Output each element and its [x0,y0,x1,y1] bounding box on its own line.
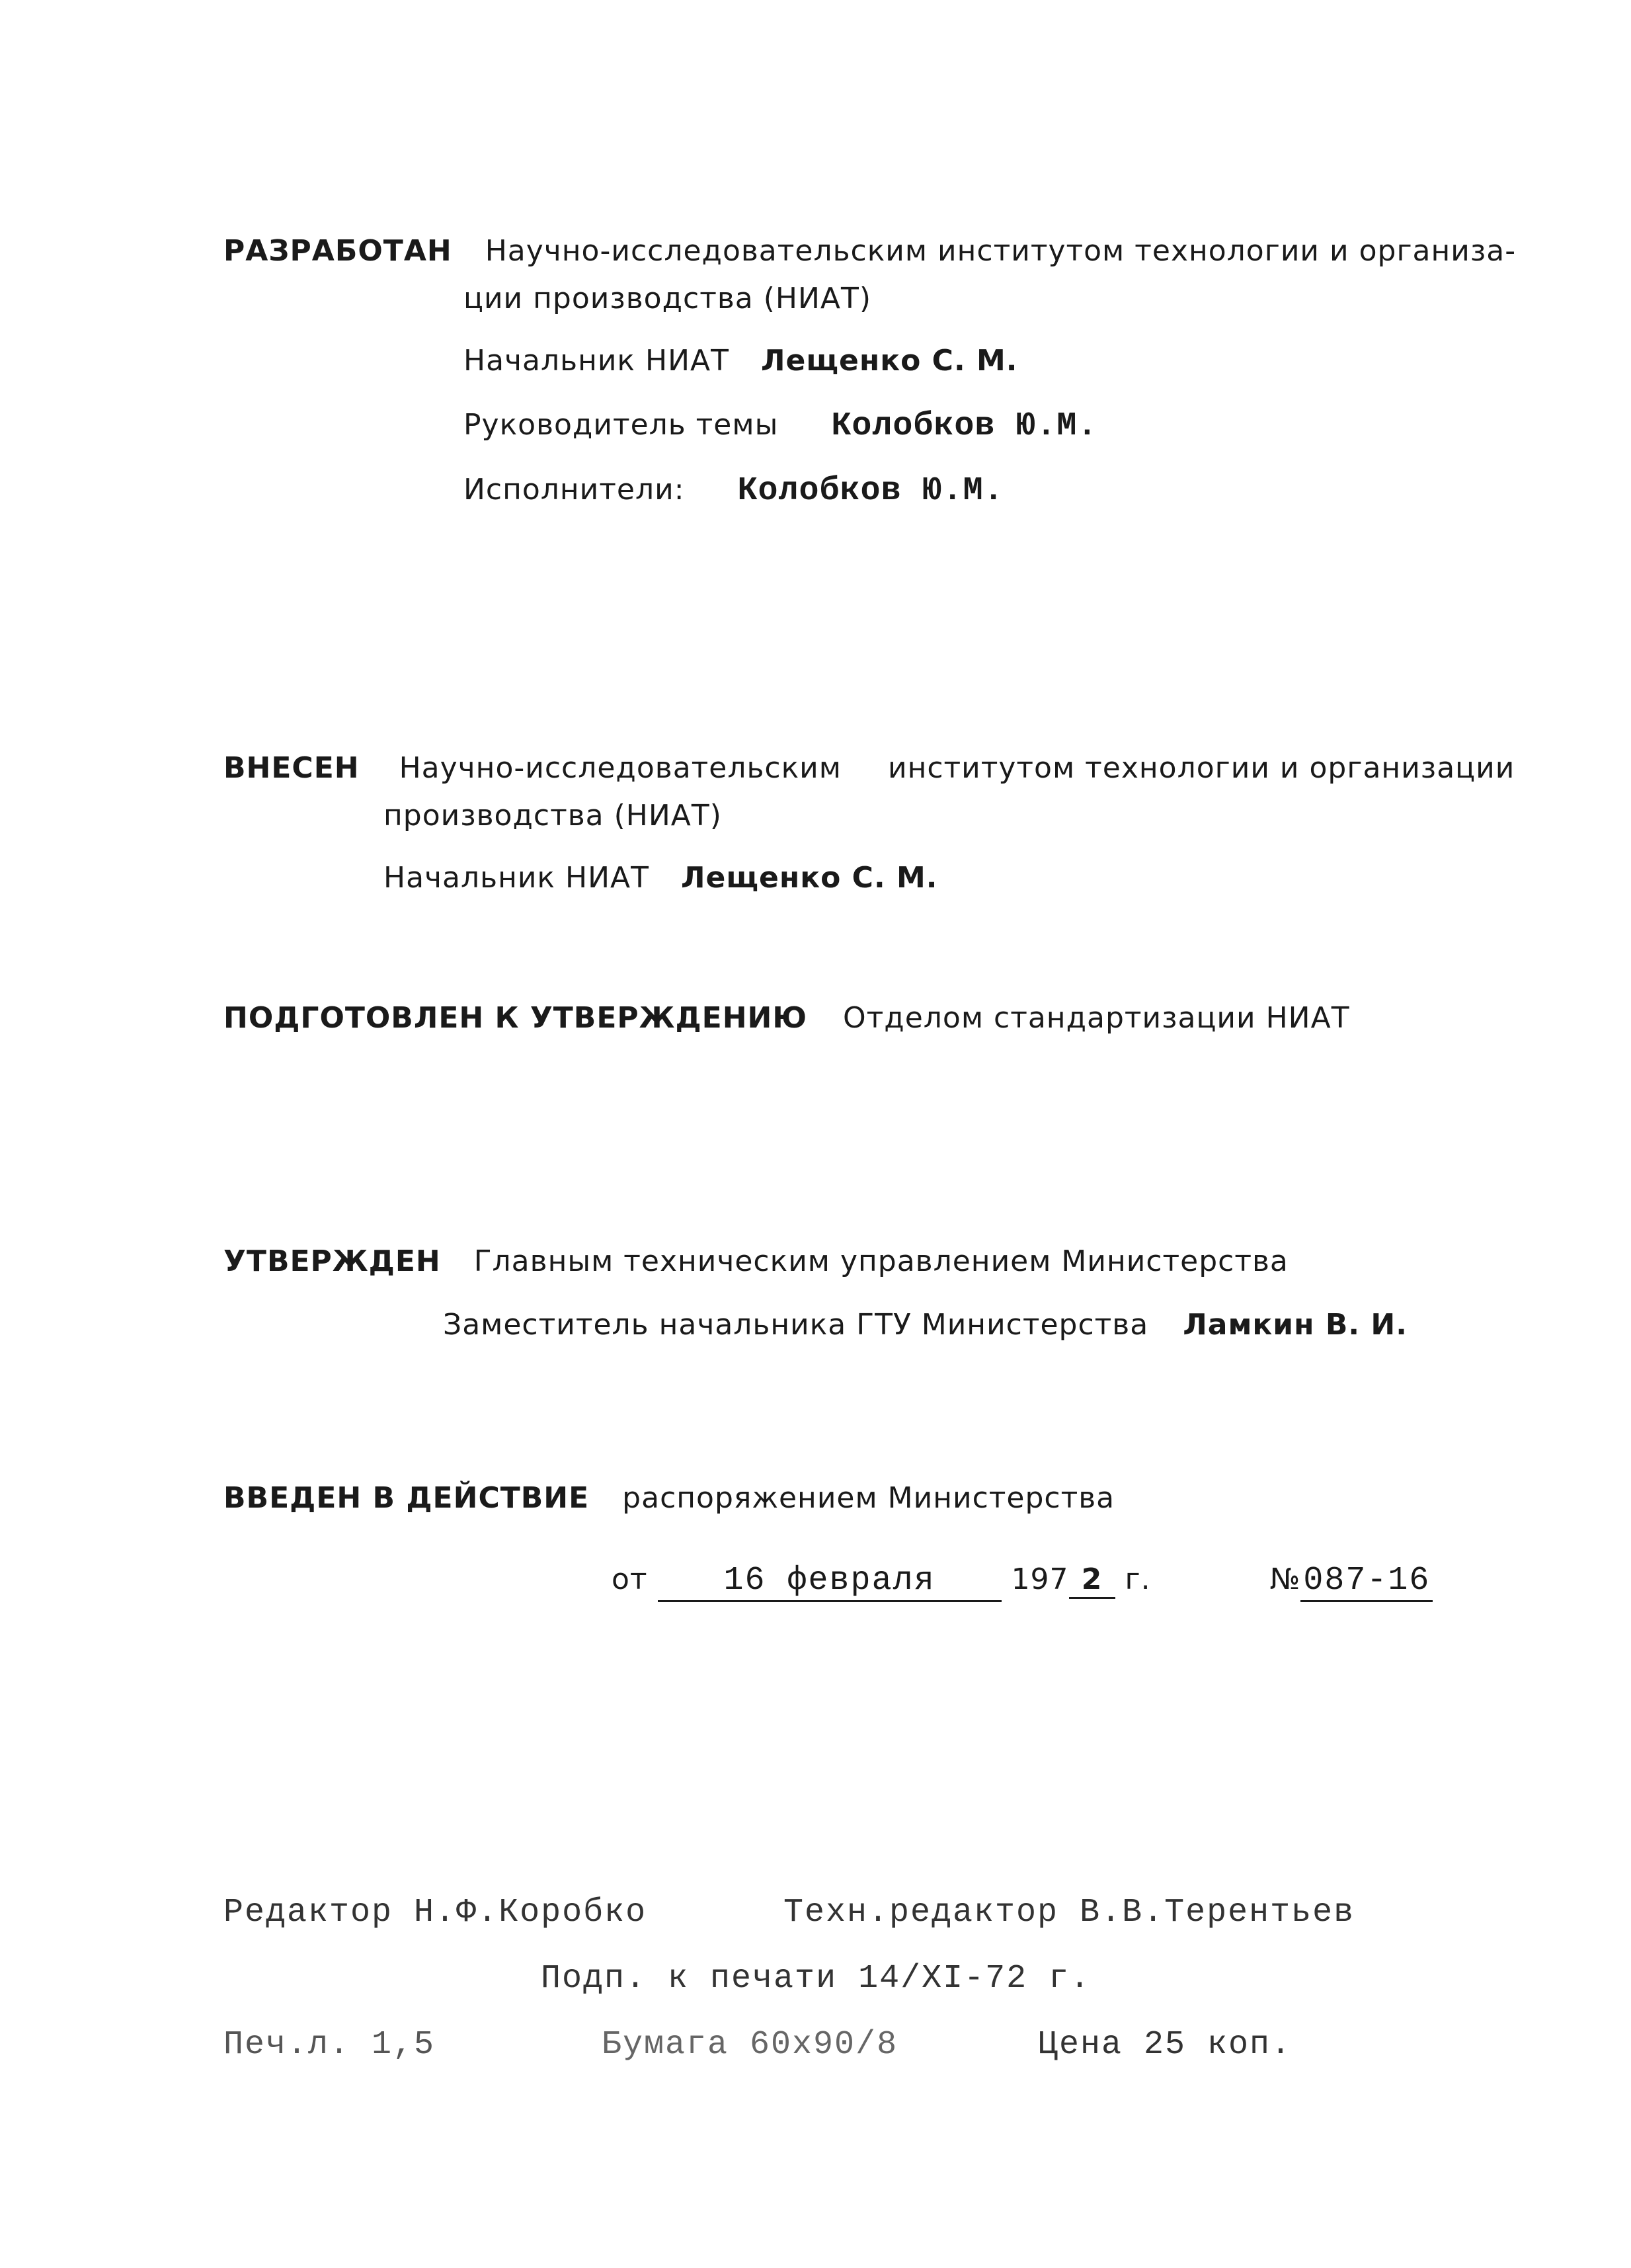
razrabotan-line1 [223,234,1517,268]
razrabotan-executors-line [463,472,1004,510]
razrabotan-executors-role: Исполнители: [463,473,685,506]
razrabotan-executors-name: Колобков Ю.М. [737,472,1004,510]
utverzhden-deputy-name: Ламкин В. И. [1183,1308,1408,1342]
imprint-signed: Подп. к печати 14/XI-72 г. [541,1960,1092,1998]
vveden-date: 16 февраля [658,1564,1002,1602]
imprint-sheets: Печ.л. 1,5 [223,2026,436,2064]
vnesen-head-line [383,861,938,895]
vveden-year-suffix: г. [1125,1562,1151,1596]
utverzhden-label: УТВЕРЖДЕН [223,1244,441,1278]
utverzhden-text: Главным техническим управлением Министерства [473,1244,1289,1278]
vveden-from-label: от [612,1562,648,1596]
vnesen-head-name: Лещенко С. М. [680,861,938,895]
razrabotan-text-line2: ции производства (НИАТ) [463,282,872,315]
podgotovlen-line [223,1001,1350,1035]
vveden-number: 087-16 [1300,1564,1433,1602]
podgotovlen-label: ПОДГОТОВЛЕН К УТВЕРЖДЕНИЮ [223,1001,808,1035]
razrabotan-text-line1: Научно-исследовательским институтом технологии и организа- [485,234,1517,268]
podgotovlen-text: Отделом стандартизации НИАТ [843,1001,1350,1035]
razrabotan-lead-line [463,407,1098,445]
vveden-date-line [612,1564,1433,1602]
vveden-year-digit: 2 [1069,1565,1115,1599]
vnesen-head-role: Начальник НИАТ [383,861,649,895]
utverzhden-line [223,1244,1289,1278]
vveden-label: ВВЕДЕН В ДЕЙСТВИЕ [223,1481,590,1515]
razrabotan-head-line [463,346,1017,376]
imprint-editor: Редактор Н.Ф.Коробко [223,1894,647,1931]
vveden-text: распоряжением Министерства [622,1481,1115,1515]
vveden-line [223,1481,1115,1515]
razrabotan-head-name: Лещенко С. М. [760,344,1018,378]
imprint-price: Цена 25 коп. [1038,2026,1293,2064]
vnesen-label: ВНЕСЕН [223,751,360,785]
utverzhden-deputy-line [443,1308,1408,1342]
razrabotan-lead-name: Колобков Ю.М. [831,407,1098,445]
utverzhden-deputy-role: Заместитель начальника ГТУ Министерства [443,1308,1149,1342]
razrabotan-label: РАЗРАБОТАН [223,234,452,268]
vveden-number-label: № [1269,1562,1301,1596]
vnesen-text-line1a: Научно-исследовательским [399,751,842,785]
vveden-year-prefix: 197 [1011,1562,1069,1596]
imprint-paper: Бумага 60х90/8 [602,2026,898,2064]
imprint-tech-editor: Техн.редактор В.В.Терентьев [783,1894,1355,1931]
razrabotan-head-role: Начальник НИАТ [463,344,729,378]
vnesen-text-line2: производства (НИАТ) [383,799,722,832]
vnesen-text-line1b: институтом технологии и организации [887,751,1515,785]
vnesen-line1 [223,751,1515,785]
razrabotan-lead-role: Руководитель темы [463,408,779,442]
